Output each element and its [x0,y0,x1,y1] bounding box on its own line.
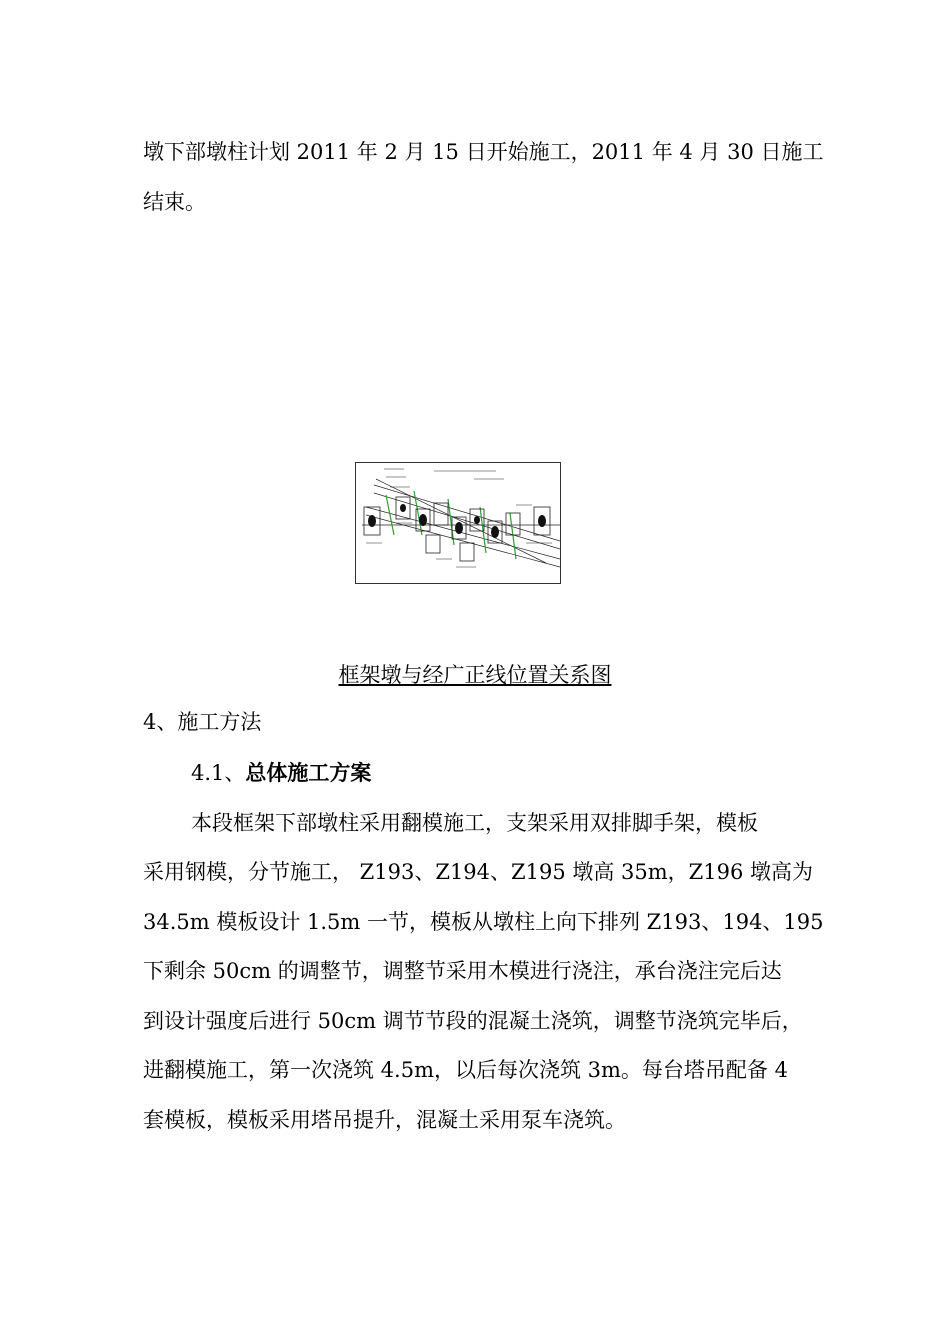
section-4-1-heading [191,758,371,788]
section-4-1-number: 4.1、 [191,761,246,785]
section-4-1-title: 总体施工方案 [245,760,372,785]
paragraph1-line-1: 墩下部墩柱计划 2011 年 2 月 15 日开始施工，2011 年 4 月 30 日施工 [143,140,824,164]
paragraph2-line-7: 套模板，模板采用塔吊提升，混凝土采用泵车浇筑。 [143,1108,626,1132]
paragraph2-line-3: 34.5m 模板设计 1.5m 一节，模板从墩柱上向下排列 Z193、194、195 [143,910,824,934]
paragraph2-line-2: 采用钢模，分节施工， Z193、Z194、Z195 墩高 35m，Z196 墩高为 [143,860,814,884]
paragraph2-line-5: 到设计强度后进行 50cm 调节节段的混凝土浇筑，调整节浇筑完毕后， [143,1009,803,1033]
paragraph2-line-4: 下剩余 50cm 的调整节，调整节采用木模进行浇注，承台浇注完后达 [143,959,782,983]
drawing-svg [356,463,560,583]
section-4-heading: 4、施工方法 [143,710,262,734]
paragraph2-line-6: 进翻模施工，第一次浇筑 4.5m，以后每次浇筑 3m。每台塔吊配备 4 [143,1058,788,1082]
frame-pier-drawing [355,462,561,584]
paragraph1-line-2: 结束。 [143,190,206,214]
figure-caption: 框架墩与经广正线位置关系图 [338,663,612,687]
paragraph2-line-1: 本段框架下部墩柱采用翻模施工，支架采用双排脚手架，模板 [191,811,758,835]
